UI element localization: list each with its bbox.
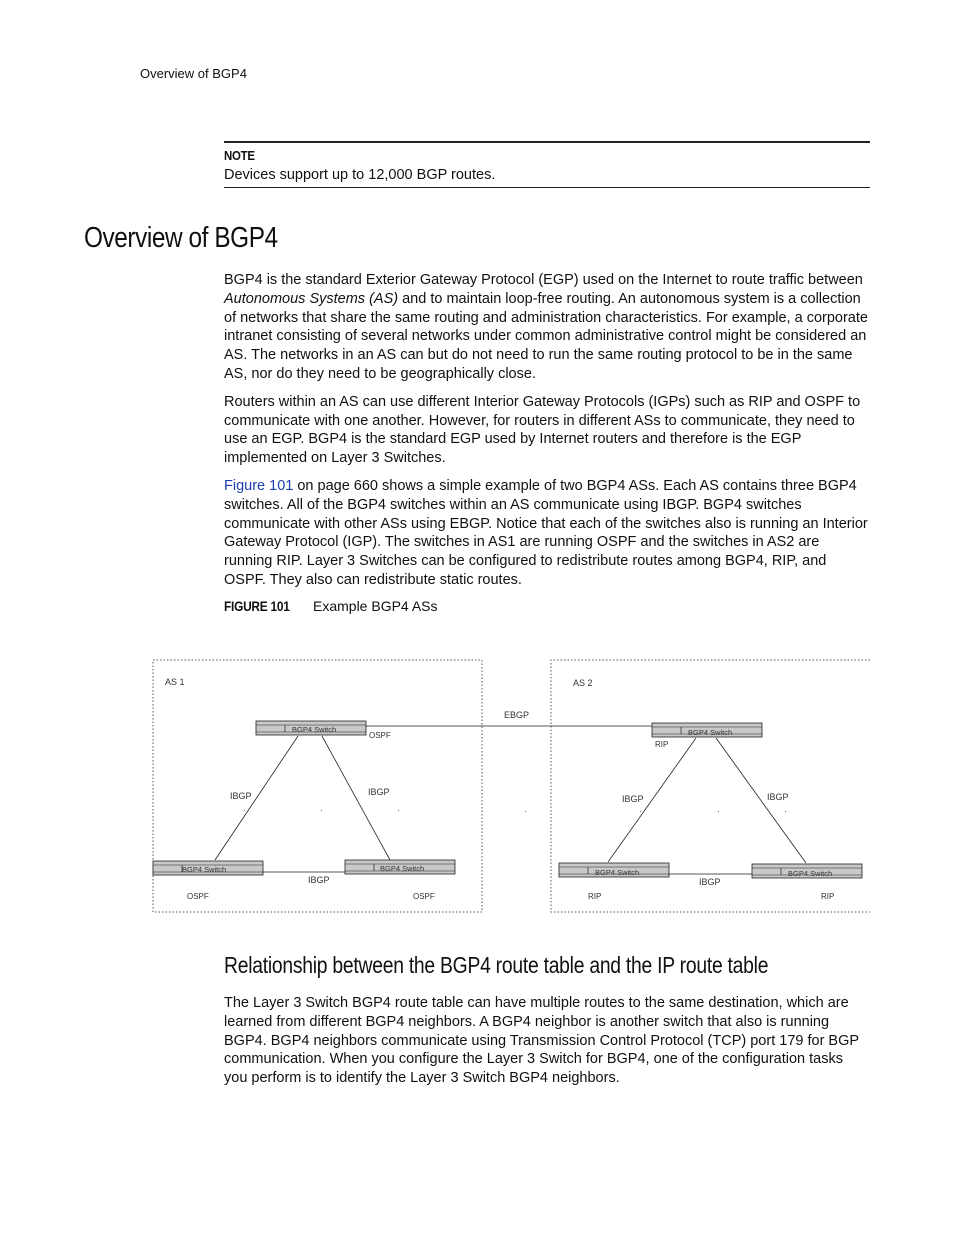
as1-ibgp-left-link [215,736,298,860]
body-text-relationship [224,994,870,1097]
rip-label: RIP [821,892,835,901]
rip-label: RIP [588,892,602,901]
paragraph-3-rest: on page 660 shows a simple example of two BGP4 ASs. Each AS contains three BGP4 switches. All of the BGP4 switches within an AS communicate using IBGP. BGP4 switches communicate with other ASs using EBGP. Notice that each of the switches also is running an Interior Gateway Protocol (IGP). The switches in AS1 are running OSPF and the switches in AS2 are running RIP. Layer 3 Switches can be configured to redistribute routes among BGP4, RIP, and OSPF. They also can redistribute static routes. [224,477,868,588]
bgp4-diagram [150,655,874,920]
note-text: Devices support up to 12,000 BGP routes. [224,167,496,183]
switch-label: BGP4 Switch [595,868,640,877]
rip-label: RIP [655,740,669,749]
paragraph-1-start: BGP4 is the standard Exterior Gateway Protocol (EGP) used on the Internet to route traffic between [224,272,863,288]
ibgp-label: IBGP [699,877,721,887]
figure-label: FIGURE 101 [224,598,290,614]
figure-101-link[interactable]: Figure 101 [224,477,294,494]
running-header: Overview of BGP4 [140,66,247,81]
paragraph-1-end: and to maintain loop-free routing. An autonomous system is a collection of networks that share the same routing and administration characteristics. For example, a corporate intranet consisting of several networks under common administrative control might be considered an AS. The networks in an AS can but do not need to run the same routing protocol to be in the same AS, nor do they need to be geographically close. [224,290,868,382]
as2-switch-top [652,723,762,737]
paragraph-1 [224,271,870,384]
as2-ibgp-right-link [716,738,806,863]
as2-switch-right [752,864,862,878]
as1-ibgp-right-link [322,736,390,860]
note-box [224,141,870,188]
subsection-title: Relationship between the BGP4 route table and the IP route table [224,952,769,978]
as1-switch-right [345,860,455,874]
ebgp-label: EBGP [504,710,530,720]
switch-label: BGP4 Switch [688,728,733,737]
paragraph-3 [224,477,870,590]
ibgp-label: IBGP [368,787,390,797]
ibgp-label: IBGP [308,875,330,885]
switch-label: BGP4 Switch [380,864,425,873]
body-text-main [224,271,870,599]
switch-label: BGP4 Switch [292,725,337,734]
switch-label: BGP4 Switch [788,869,833,878]
as1-switch-top [256,721,366,735]
ibgp-label: IBGP [767,792,789,802]
figure-caption [224,598,438,614]
figure-title: Example BGP4 ASs [313,598,438,614]
note-label: NOTE [224,148,255,163]
paragraph-4: The Layer 3 Switch BGP4 route table can have multiple routes to the same destination, which are learned from different BGP4 neighbors. A BGP4 neighbor is another switch that also is running BGP4. BGP4 neighbors communicate using Transmission Control Protocol (TCP) port 179 for BGP communication. When you configure the Layer 3 Switch for BGP4, one of the configuration tasks you perform is to identify the Layer 3 Switch BGP4 neighbors. [224,995,859,1087]
ospf-label: OSPF [369,731,391,740]
autonomous-systems-term: Autonomous Systems (AS) [224,290,399,307]
section-title: Overview of BGP4 [84,222,278,254]
as1-label: AS 1 [165,677,185,687]
as2-switch-left [559,863,669,877]
ibgp-label: IBGP [230,791,252,801]
switch-label: BGP4 Switch [182,865,227,874]
paragraph-2: Routers within an AS can use different Interior Gateway Protocols (IGPs) such as RIP and OSPF to communicate with one another. However, for routers in different ASs to communicate, they need to use an EGP. BGP4 is the standard EGP used by Internet routers and therefore is the EGP implemented on Layer 3 Switches. [224,393,861,467]
as2-label: AS 2 [573,678,593,688]
ospf-label: OSPF [187,892,209,901]
as1-switch-left [153,861,263,875]
ibgp-label: IBGP [622,794,644,804]
stray-dots [244,810,786,812]
ospf-label: OSPF [413,892,435,901]
